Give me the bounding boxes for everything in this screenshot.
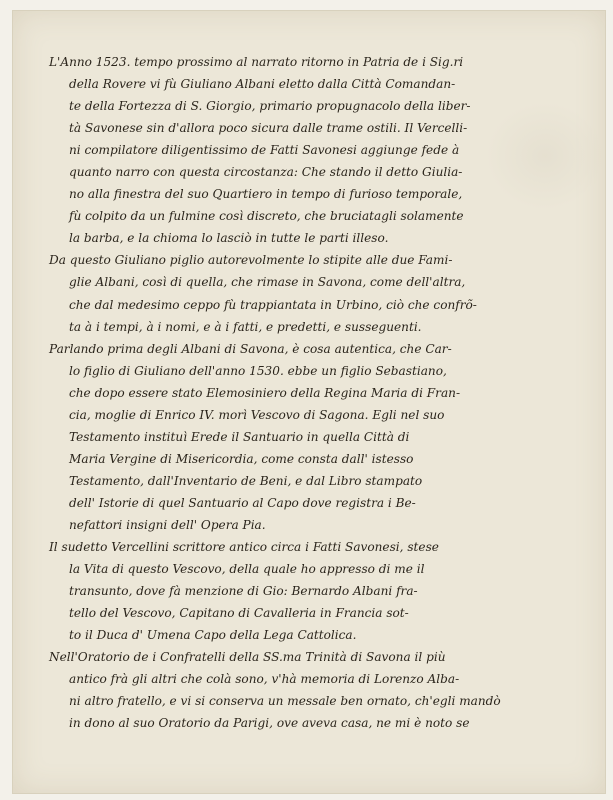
text-line: della Rovere vi fù Giuliano Albani eletto dalla Città Comandan- [69,77,456,92]
text-line: in dono al suo Oratorio da Parigi, ove aveva casa, ne mi è noto se [69,716,470,731]
text-line: dell' Istorie di quel Santuario al Capo dove registra i Be- [69,495,416,510]
text-line: Nell'Oratorio de i Confratelli della SS.ma Trinità di Savona il più [49,650,446,665]
text-line: antico frà gli altri che colà sono, v'hà memoria di Lorenzo Alba- [69,672,460,687]
text-line: glie Albani, così di quella, che rimase in Savona, come dell'altra, [69,275,466,290]
text-line: tello del Vescovo, Capitano di Cavalleria in Francia sot- [69,606,409,621]
text-line: lo figlio di Giuliano dell'anno 1530. ebbe un figlio Sebastiano, [69,363,447,378]
text-line: te della Fortezza di S. Giorgio, primario propugnacolo della liber- [69,99,471,114]
text-line: la Vita di questo Vescovo, della quale ho appresso di me il [69,562,425,577]
text-line: Testamento, dall'Inventario de Beni, e dal Libro stampato [69,473,423,488]
manuscript-text [49,51,589,734]
text-line: ni altro fratello, e vi si conserva un messale ben ornato, ch'egli mandò [69,694,501,709]
text-line: Parlando prima degli Albani di Savona, è cosa autentica, che Car- [49,341,452,356]
text-line: no alla finestra del suo Quartiero in tempo di furioso temporale, [69,187,463,202]
text-line: quanto narro con questa circostanza: Che stando il detto Giulia- [69,165,463,180]
text-line: fù colpito da un fulmine così discreto, che bruciatagli solamente [69,209,464,224]
text-line: cia, moglie di Enrico IV. morì Vescovo di Sagona. Egli nel suo [69,407,445,422]
text-line: to il Duca d' Umena Capo della Lega Cattolica. [69,628,357,643]
manuscript-page [12,10,606,794]
text-line: ta à i tempi, à i nomi, e à i fatti, e predetti, e susseguenti. [69,319,422,334]
text-line: transunto, dove fà menzione di Gio: Bernardo Albani fra- [69,584,418,599]
text-line: la barba, e la chioma lo lasciò in tutte le parti illeso. [69,231,389,246]
text-line: tà Savonese sin d'allora poco sicura dalle trame ostili. Il Vercelli- [69,121,468,136]
text-line: ni compilatore diligentissimo de Fatti Savonesi aggiunge fede à [69,143,460,158]
text-line: che dal medesimo ceppo fù trappiantata in Urbino, ciò che confrõ- [69,297,477,312]
text-line: nefattori insigni dell' Opera Pia. [69,517,266,532]
text-line: Testamento instituì Erede il Santuario in quella Città di [69,429,410,444]
text-line: che dopo essere stato Elemosiniero della Regina Maria di Fran- [69,385,461,400]
text-line: L'Anno 1523. tempo prossimo al narrato ritorno in Patria de i Sig.ri [49,55,464,69]
text-line: Il sudetto Vercellini scrittore antico circa i Fatti Savonesi, stese [49,540,439,555]
text-line: Da questo Giuliano piglio autorevolmente lo stipite alle due Fami- [49,253,453,268]
text-line: Maria Vergine di Misericordia, come consta dall' istesso [69,451,414,466]
